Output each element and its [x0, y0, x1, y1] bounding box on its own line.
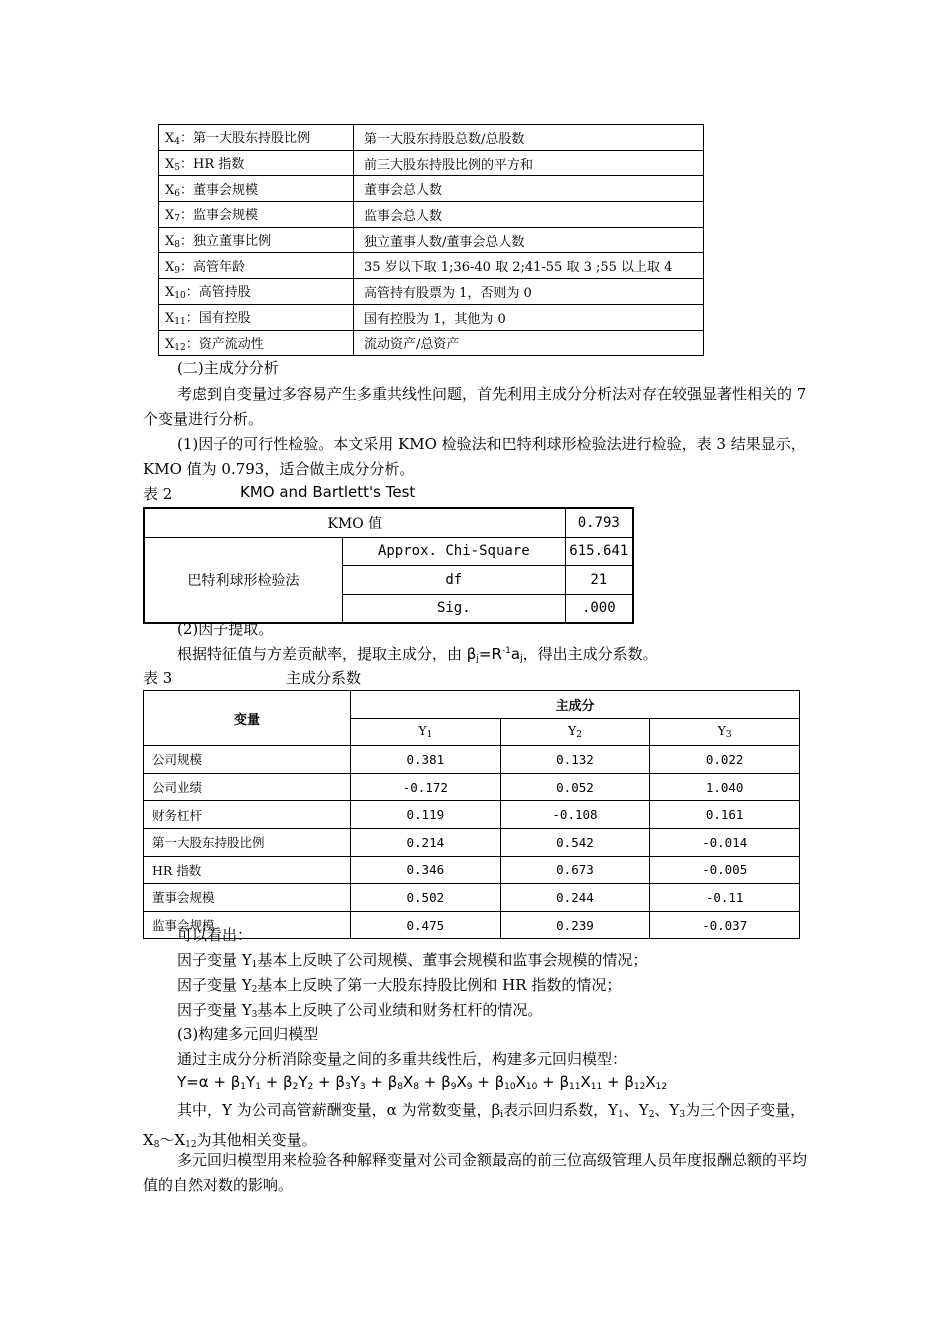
explain-text: 表示回归系数，Y — [503, 1101, 619, 1119]
equation-term: X — [580, 1073, 591, 1091]
variable-row — [159, 125, 704, 151]
var-symbol: X — [165, 311, 175, 327]
explain-text: 、Y — [654, 1101, 680, 1119]
coefficient-cell: 0.381 — [351, 746, 501, 774]
var-subscript: 4 — [174, 137, 180, 148]
formula-subscript: j — [520, 654, 523, 664]
table-row — [144, 856, 800, 884]
equation-subscript: 9 — [466, 1082, 473, 1092]
variable-row — [159, 150, 704, 176]
explain-sub: 12 — [185, 1140, 197, 1150]
variable-row — [159, 330, 704, 356]
equation-term: X — [403, 1073, 414, 1091]
coefficient-cell: 0.502 — [351, 884, 501, 912]
component-symbol: Y — [717, 723, 726, 739]
component-subscript: 3 — [725, 730, 732, 741]
formula-eq: =R — [478, 645, 502, 663]
factor-text: 因子变量 Y — [177, 951, 252, 969]
formula-exponent: -1 — [501, 646, 511, 656]
variable-row — [159, 279, 704, 305]
row-variable-name: 财务杠杆 — [144, 801, 351, 829]
explain-sub: i — [500, 1110, 504, 1120]
equation-term: + β — [313, 1073, 345, 1091]
coefficient-cell: 0.214 — [351, 828, 501, 856]
bartlett-stat-value: 615.641 — [565, 537, 633, 566]
bartlett-stat-value: 21 — [565, 566, 633, 595]
explain-text: 其中，Y 为公司高管薪酬变量，α 为常数变量，β — [177, 1101, 501, 1119]
equation-term: Y=α + β — [177, 1073, 241, 1091]
equation-subscript: 3 — [344, 1082, 351, 1092]
equation-subscript: 1 — [255, 1082, 261, 1092]
coefficient-cell: 0.542 — [500, 828, 650, 856]
variable-row — [159, 202, 704, 228]
component-subscript: 1 — [426, 730, 433, 741]
variable-definition-cell: 独立董事人数/董事会总人数 — [354, 227, 704, 253]
equation-subscript: 3 — [359, 1082, 366, 1092]
coefficient-cell: 1.040 — [650, 773, 800, 801]
factor-text: 基本上反映了第一大股东持股比例和 HR 指数的情况； — [257, 976, 622, 994]
explain-sub: 3 — [679, 1110, 686, 1120]
paragraph-feasibility: (1)因子的可行性检验。本文采用 KMO 检验法和巴特利球形检验法进行检验，表 3 结果显示，KMO 值为 0.793，适合做主成分分析。 — [143, 435, 806, 478]
step-regression-model: (3)构建多元回归模型 — [177, 1025, 319, 1043]
var-name: ：高管持股 — [185, 285, 251, 301]
bartlett-stat-name: df — [343, 566, 566, 595]
explain-text: ～X — [159, 1131, 186, 1149]
var-symbol: X — [165, 182, 175, 198]
equation-term: + β — [602, 1073, 634, 1091]
variable-row — [159, 227, 704, 253]
variable-definition-table — [158, 124, 704, 356]
coefficient-cell: 0.022 — [650, 746, 800, 774]
component-subscript: 2 — [576, 730, 582, 741]
coefficient-cell: 0.052 — [500, 773, 650, 801]
equation-term: X — [456, 1073, 467, 1091]
row-variable-name: HR 指数 — [144, 856, 351, 884]
coefficient-cell: -0.172 — [351, 773, 501, 801]
variable-name-cell — [159, 150, 354, 176]
coefficient-cell: 0.132 — [500, 746, 650, 774]
variable-name-cell — [159, 279, 354, 305]
variable-definition-cell: 高管持有股票为 1，否则为 0 — [354, 279, 704, 305]
equation-term: Y — [350, 1073, 360, 1091]
var-name: ：独立董事比例 — [180, 234, 272, 250]
table-row — [144, 773, 800, 801]
var-symbol: X — [165, 131, 175, 147]
table2-label: 表 2 — [143, 485, 173, 503]
table-row — [144, 746, 800, 774]
factor-interpretation-line — [177, 999, 542, 1020]
equation-term: + β — [419, 1073, 451, 1091]
table-row — [144, 801, 800, 829]
variable-name-cell — [159, 253, 354, 279]
principal-component-header: 主成分 — [351, 691, 800, 719]
factor-text: 基本上反映了公司规模、董事会规模和监事会规模的情况； — [257, 951, 648, 969]
table2-title: KMO and Bartlett's Test — [240, 483, 416, 501]
variable-name-cell — [159, 202, 354, 228]
variable-definition-cell: 35 岁以下取 1;36-40 取 2;41-55 取 3 ;55 以上取 4 — [354, 253, 704, 279]
equation-subscript: 2 — [307, 1082, 314, 1092]
bartlett-stat-name: Approx. Chi-Square — [343, 537, 566, 566]
equation-subscript: 8 — [413, 1082, 420, 1092]
factor-text: 基本上反映了公司业绩和财务杠杆的情况。 — [257, 1001, 543, 1019]
equation-subscript: 2 — [292, 1082, 299, 1092]
kmo-label: KMO 值 — [144, 508, 565, 537]
var-symbol: X — [165, 157, 175, 173]
coefficient-cell: 0.346 — [351, 856, 501, 884]
explain-sub: 8 — [153, 1140, 160, 1150]
coefficient-cell: -0.014 — [650, 828, 800, 856]
var-symbol: X — [165, 336, 175, 352]
factor-interpretation-line — [177, 974, 621, 995]
row-variable-name: 公司规模 — [144, 746, 351, 774]
var-name: ：监事会规模 — [180, 208, 259, 224]
row-variable-name: 第一大股东持股比例 — [144, 828, 351, 856]
principal-component-table — [143, 690, 800, 939]
equation-term: Y — [246, 1073, 256, 1091]
component-column-header — [650, 718, 800, 746]
component-symbol: Y — [567, 723, 577, 739]
variable-definition-cell: 第一大股东持股总数/总股数 — [354, 125, 704, 151]
formula-beta: β — [466, 645, 477, 663]
coefficient-cell: 0.244 — [500, 884, 650, 912]
variable-row — [159, 253, 704, 279]
var-subscript: 7 — [174, 214, 180, 225]
factor-text: 因子变量 Y — [177, 976, 252, 994]
equation-term: X — [515, 1073, 526, 1091]
explain-text: 为其他相关变量。 — [196, 1131, 317, 1149]
table-row — [144, 884, 800, 912]
explain-text: 、Y — [623, 1101, 649, 1119]
coefficient-cell: 0.239 — [500, 911, 650, 939]
equation-term: + β — [260, 1073, 293, 1091]
kmo-value: 0.793 — [565, 508, 633, 537]
var-subscript: 9 — [174, 265, 180, 276]
variable-row — [159, 176, 704, 202]
variable-definition-cell: 前三大股东持股比例的平方和 — [354, 150, 704, 176]
equation-subscript: 12 — [633, 1082, 646, 1092]
var-name: ：高管年龄 — [180, 259, 246, 275]
table3-title: 主成分系数 — [286, 669, 362, 687]
var-name: ：第一大股东持股比例 — [180, 131, 311, 147]
section-heading-pca: (二)主成分分析 — [177, 359, 279, 377]
variable-name-cell — [159, 330, 354, 356]
equation-subscript: 11 — [590, 1082, 603, 1092]
equation-subscript: 12 — [655, 1082, 668, 1092]
var-symbol: X — [165, 234, 175, 250]
table3-label: 表 3 — [143, 669, 173, 687]
component-column-header — [351, 718, 501, 746]
equation-term: + β — [472, 1073, 505, 1091]
var-subscript: 11 — [174, 317, 186, 328]
var-subscript: 12 — [174, 342, 186, 353]
equation-subscript: 9 — [450, 1082, 457, 1092]
variable-name-cell — [159, 227, 354, 253]
equation-subscript: 11 — [569, 1082, 581, 1092]
var-subscript: 10 — [174, 291, 186, 302]
variable-definition-cell: 国有控股为 1，其他为 0 — [354, 304, 704, 330]
row-variable-name: 董事会规模 — [144, 884, 351, 912]
var-name: ：国有控股 — [185, 311, 251, 327]
formula-a: a — [510, 645, 521, 663]
coefficient-cell: 0.475 — [351, 911, 501, 939]
coefficient-cell: -0.037 — [650, 911, 800, 939]
row-variable-name: 公司业绩 — [144, 773, 351, 801]
table-row — [144, 828, 800, 856]
factor-subscript: 3 — [251, 1010, 258, 1020]
formula-line — [177, 643, 658, 664]
equation-term: Y — [298, 1073, 308, 1091]
row-variable-name: 监事会规模 — [144, 911, 351, 939]
model-intro: 通过主成分分析消除变量之间的多重共线性后，构建多元回归模型： — [177, 1050, 628, 1068]
component-column-header — [500, 718, 650, 746]
var-subscript: 8 — [174, 240, 180, 251]
bartlett-stat-name: Sig. — [343, 594, 566, 623]
formula-text: ，得出主成分系数。 — [522, 645, 658, 663]
var-name: ：HR 指数 — [180, 157, 245, 173]
var-subscript: 5 — [174, 163, 180, 174]
explain-sub: 1 — [618, 1110, 624, 1120]
var-name: ：董事会规模 — [180, 182, 259, 198]
equation-subscript: 10 — [525, 1082, 538, 1092]
equation-term: X — [645, 1073, 656, 1091]
var-subscript: 6 — [174, 188, 180, 199]
paragraph-pca-intro: 考虑到自变量过多容易产生多重共线性问题，首先利用主成分分析法对存在较强显著性相关的 7 个变量进行分析。 — [143, 385, 807, 428]
var-symbol: X — [165, 285, 175, 301]
variable-definition-cell: 流动资产/总资产 — [354, 330, 704, 356]
variable-header: 变量 — [144, 691, 351, 746]
factor-interpretation-line — [177, 949, 647, 970]
factor-subscript: 1 — [251, 960, 258, 970]
equation-subscript: 1 — [240, 1082, 247, 1092]
var-name: ：资产流动性 — [185, 336, 264, 352]
paragraph-final: 多元回归模型用来检验各种解释变量对公司金额最高的前三位高级管理人员年度报酬总额的平均值的自然对数的影响。 — [143, 1151, 808, 1194]
coefficient-cell: -0.108 — [500, 801, 650, 829]
coefficient-cell: -0.11 — [650, 884, 800, 912]
explain-sub: 2 — [648, 1110, 655, 1120]
equation-subscript: 10 — [504, 1082, 516, 1092]
factor-subscript: 2 — [251, 985, 258, 995]
equation-subscript: 8 — [397, 1082, 404, 1092]
coefficient-cell: 0.119 — [351, 801, 501, 829]
equation-term: + β — [365, 1073, 398, 1091]
var-symbol: X — [165, 208, 175, 224]
factor-text: 因子变量 Y — [177, 1001, 252, 1019]
variable-definition-cell: 监事会总人数 — [354, 202, 704, 228]
step-factor-extraction: (2)因子提取。 — [177, 620, 274, 638]
regression-equation — [177, 1073, 667, 1092]
variable-row — [159, 304, 704, 330]
variable-name-cell — [159, 125, 354, 151]
variable-name-cell — [159, 176, 354, 202]
formula-text: 根据特征值与方差贡献率，提取主成分，由 — [177, 645, 467, 663]
coefficient-cell: 0.161 — [650, 801, 800, 829]
kmo-bartlett-table — [143, 507, 634, 624]
coefficient-cell: 0.673 — [500, 856, 650, 884]
variable-definition-cell: 董事会总人数 — [354, 176, 704, 202]
explain-text: 为三个因子变量，X — [143, 1101, 806, 1149]
component-symbol: Y — [418, 723, 427, 739]
bartlett-stat-value: .000 — [565, 594, 633, 623]
bartlett-label: 巴特利球形检验法 — [144, 537, 343, 623]
formula-subscript: j — [476, 654, 479, 664]
coefficient-cell: -0.005 — [650, 856, 800, 884]
variable-name-cell — [159, 304, 354, 330]
see-line: 可以看出： — [177, 926, 253, 944]
equation-term: + β — [537, 1073, 570, 1091]
var-symbol: X — [165, 259, 175, 275]
